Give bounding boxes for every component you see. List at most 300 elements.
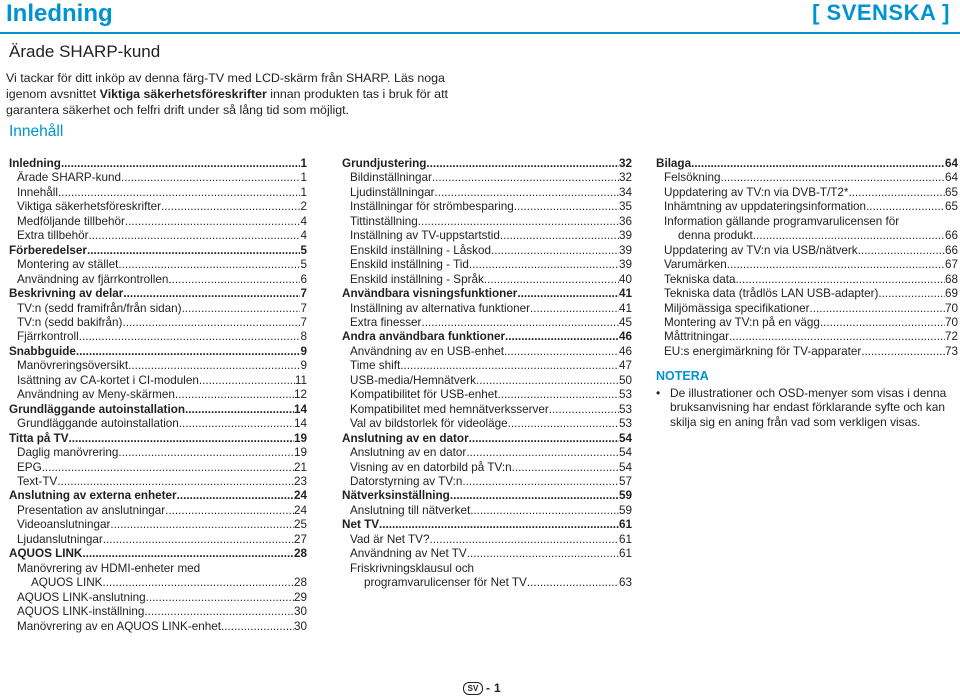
toc-entry[interactable] <box>9 388 307 402</box>
toc-entry[interactable] <box>342 258 632 272</box>
toc-leader-dots <box>79 330 301 344</box>
intro-paragraph <box>6 70 476 119</box>
toc-entry[interactable] <box>342 547 632 561</box>
footer-separator: - <box>486 681 490 695</box>
toc-entry-title: Net TV <box>342 518 380 532</box>
toc-entry[interactable] <box>9 200 307 214</box>
toc-entry[interactable] <box>342 244 632 258</box>
toc-entry-title: Montering av TV:n på en vägg <box>664 315 820 329</box>
toc-leader-dots <box>165 504 294 518</box>
toc-leader-dots <box>514 200 619 214</box>
toc-entry-title: Time shift <box>350 359 401 373</box>
toc-entry-title: Text-TV <box>17 474 58 488</box>
toc-leader-dots <box>721 171 945 185</box>
toc-page-number: 50 <box>618 373 632 387</box>
toc-entry[interactable] <box>342 273 632 287</box>
page-title: Inledning <box>6 0 113 27</box>
toc-leader-dots <box>497 388 619 402</box>
bullet-icon: • <box>656 385 661 400</box>
toc-entry-title: Anslutning av externa enheter <box>9 489 177 503</box>
toc-page-number: 7 <box>300 287 307 301</box>
toc-leader-dots <box>121 171 301 185</box>
toc-entry[interactable] <box>9 273 307 287</box>
toc-leader-dots <box>421 316 619 330</box>
toc-entry-title: Val av bildstorlek för videoläge <box>350 417 508 431</box>
toc-entry-title: Grundjustering <box>342 157 427 170</box>
toc-entry[interactable]: Manövrering av HDMI-enheter med <box>17 561 201 575</box>
toc-page-number: 32 <box>618 171 632 185</box>
toc-leader-dots <box>469 432 619 446</box>
toc-leader-dots <box>146 591 294 605</box>
toc-leader-dots <box>61 157 301 171</box>
toc-page-number: 57 <box>618 474 632 488</box>
toc-entry-title: Förberedelser <box>9 243 87 257</box>
toc-leader-dots <box>429 533 619 547</box>
toc-leader-dots <box>527 576 619 590</box>
toc-leader-dots <box>505 330 619 344</box>
toc-page-number: 11 <box>294 373 307 387</box>
toc-section[interactable] <box>342 330 632 344</box>
toc-page-number: 54 <box>618 460 632 474</box>
toc-entry[interactable] <box>9 518 307 532</box>
toc-entry[interactable] <box>342 186 632 200</box>
toc-section[interactable] <box>9 432 307 446</box>
toc-page-number: 6 <box>300 272 307 286</box>
toc-page-number: 7 <box>300 315 307 329</box>
toc-section[interactable] <box>9 287 307 301</box>
toc-page-number: 29 <box>293 590 307 604</box>
contents-heading: Innehåll <box>9 123 64 140</box>
toc-entry-title: Grundläggande autoinstallation <box>17 417 179 431</box>
toc-section[interactable] <box>9 489 307 503</box>
toc-page-number: 36 <box>618 214 632 228</box>
toc-entry[interactable] <box>9 533 307 547</box>
toc-page-number: 61 <box>618 532 632 546</box>
toc-page-number: 70 <box>944 315 958 329</box>
toc-page-number: 41 <box>618 287 632 301</box>
toc-entry-title: Presentation av anslutningar <box>17 503 166 517</box>
toc-entry[interactable] <box>9 258 307 272</box>
toc-leader-dots <box>530 302 619 316</box>
toc-leader-dots <box>58 186 301 200</box>
toc-entry-title: Uppdatering av TV:n via DVB-T/T2* <box>664 185 849 199</box>
toc-entry-title: Enskild inställning - Tid <box>350 258 469 272</box>
intro-text-bold: Viktiga säkerhetsföreskrifter <box>99 87 267 102</box>
toc-entry[interactable] <box>656 200 958 214</box>
toc-page-number: 28 <box>293 547 307 561</box>
toc-entry-title: Uppdatering av TV:n via USB/nätverk <box>664 243 858 257</box>
toc-entry[interactable] <box>9 374 307 388</box>
toc-page-number: 24 <box>293 503 307 517</box>
toc-section[interactable] <box>9 244 307 258</box>
toc-leader-dots <box>878 287 945 301</box>
toc-column-2 <box>342 157 632 591</box>
toc-page-number: 45 <box>618 315 632 329</box>
toc-entry-title: Inledning <box>9 157 61 170</box>
toc-page-number: 68 <box>944 272 958 286</box>
toc-entry-title: Manövrering av en AQUOS LINK-enhet <box>17 619 221 633</box>
toc-entry[interactable] <box>9 171 307 185</box>
toc-entry-title: Användning av Meny-skärmen <box>17 388 175 402</box>
toc-leader-dots <box>102 576 294 590</box>
toc-page-number: 5 <box>300 243 307 257</box>
toc-leader-dots <box>82 547 294 561</box>
toc-page-number: 27 <box>293 532 307 546</box>
toc-section[interactable] <box>9 345 307 359</box>
toc-leader-dots <box>379 518 619 532</box>
toc-leader-dots <box>168 273 300 287</box>
toc-leader-dots <box>400 359 619 373</box>
toc-page-number: 46 <box>618 344 632 358</box>
toc-entry-title: Ljudinställningar <box>350 185 435 199</box>
page-number: 1 <box>494 681 501 695</box>
toc-page-number: 69 <box>944 287 958 301</box>
toc-entry-title: Vad är Net TV? <box>350 532 430 546</box>
toc-entry[interactable] <box>9 229 307 243</box>
language-label: [ SVENSKA ] <box>812 0 950 25</box>
toc-page-number: 14 <box>293 402 307 416</box>
toc-entry-title: AQUOS LINK-inställning <box>17 605 145 619</box>
toc-entry[interactable] <box>342 388 632 402</box>
toc-entry-title: Användning av en USB-enhet <box>350 344 504 358</box>
toc-leader-dots <box>87 244 301 258</box>
toc-leader-dots <box>57 475 294 489</box>
toc-page-number: 54 <box>618 446 632 460</box>
toc-entry-title: Användning av Net TV <box>350 547 467 561</box>
toc-section[interactable] <box>9 157 307 171</box>
toc-section[interactable] <box>656 157 958 171</box>
toc-entry-title: Tittinställning <box>350 214 418 228</box>
toc-column-1 <box>9 157 307 634</box>
toc-leader-dots <box>76 345 301 359</box>
toc-entry-title: Miljömässiga specifikationer <box>664 301 810 315</box>
toc-leader-dots <box>484 273 619 287</box>
toc-entry[interactable] <box>656 171 958 185</box>
header-bar <box>0 0 960 34</box>
toc-entry[interactable] <box>656 345 958 359</box>
toc-leader-dots <box>753 229 945 243</box>
toc-leader-dots <box>470 504 619 518</box>
toc-entry[interactable] <box>9 475 307 489</box>
toc-page-number: 66 <box>944 229 958 243</box>
toc-page-number: 19 <box>293 446 307 460</box>
toc-leader-dots <box>118 446 294 460</box>
toc-page-number: 24 <box>293 489 307 503</box>
toc-section[interactable] <box>342 287 632 301</box>
toc-entry-title: AQUOS LINK-anslutning <box>17 590 146 604</box>
toc-entry[interactable] <box>9 302 307 316</box>
toc-entry-title: AQUOS LINK <box>9 547 83 561</box>
toc-entry-title: Nätverksinställning <box>342 489 450 503</box>
toc-page-number: 47 <box>618 359 632 373</box>
toc-page-number: 4 <box>300 229 307 243</box>
toc-page-number: 46 <box>618 330 632 344</box>
toc-column-3-entries <box>656 157 958 359</box>
toc-page-number: 2 <box>300 200 307 214</box>
toc-leader-dots <box>125 215 301 229</box>
toc-entry[interactable] <box>342 475 632 489</box>
toc-page-number: 53 <box>618 402 632 416</box>
toc-entry[interactable] <box>342 316 632 330</box>
toc-entry-title: Datorstyrning av TV:n <box>350 474 463 488</box>
toc-page-number: 65 <box>944 185 958 199</box>
toc-page-number: 59 <box>618 503 632 517</box>
toc-entry[interactable]: Friskrivningsklausul och <box>350 561 475 575</box>
toc-page-number: 19 <box>293 431 307 445</box>
toc-page-number: 53 <box>618 388 632 402</box>
toc-entry-title: Kompatibilitet för USB-enhet <box>350 388 498 402</box>
toc-page-number: 40 <box>618 272 632 286</box>
toc-page-number: 72 <box>944 330 958 344</box>
toc-entry[interactable] <box>9 576 307 590</box>
toc-entry-title: Daglig manövrering <box>17 446 119 460</box>
toc-entry[interactable] <box>9 605 307 619</box>
toc-page-number: 66 <box>944 243 958 257</box>
toc-entry[interactable] <box>342 359 632 373</box>
toc-page-number: 39 <box>618 258 632 272</box>
toc-leader-dots <box>434 186 619 200</box>
toc-entry[interactable] <box>342 345 632 359</box>
toc-column-3 <box>656 157 958 430</box>
toc-section[interactable] <box>342 489 632 503</box>
toc-entry[interactable] <box>342 576 632 590</box>
toc-page-number: 8 <box>300 330 307 344</box>
toc-entry[interactable] <box>9 504 307 518</box>
toc-leader-dots <box>462 475 619 489</box>
toc-page-number: 1 <box>300 171 307 185</box>
toc-leader-dots <box>466 446 619 460</box>
header-rule <box>0 32 960 34</box>
toc-entry[interactable] <box>9 186 307 200</box>
toc-entry-title: Snabbguide <box>9 344 76 358</box>
toc-leader-dots <box>144 605 294 619</box>
toc-entry-title: Inhämtning av uppdateringsinformation <box>664 200 867 214</box>
toc-page-number: 1 <box>300 157 307 170</box>
toc-leader-dots <box>467 547 619 561</box>
toc-leader-dots <box>450 489 619 503</box>
toc-entry[interactable] <box>656 302 958 316</box>
toc-page-number: 54 <box>618 431 632 445</box>
toc-page-number: 61 <box>618 547 632 561</box>
toc-page-number: 30 <box>293 619 307 633</box>
toc-entry-title: Enskild inställning - Låskod <box>350 243 491 257</box>
toc-entry[interactable] <box>656 186 958 200</box>
toc-entry[interactable] <box>9 417 307 431</box>
toc-entry-title: EU:s energimärkning för TV-apparater <box>664 344 862 358</box>
toc-entry-title: Enskild inställning - Språk <box>350 272 484 286</box>
toc-entry-title: Kompatibilitet med hemnätverksserver <box>350 402 549 416</box>
toc-leader-dots <box>182 302 301 316</box>
toc-entry[interactable] <box>342 504 632 518</box>
toc-leader-dots <box>432 171 619 185</box>
toc-page-number: 39 <box>618 243 632 257</box>
toc-entry-title: Måttritningar <box>664 330 729 344</box>
toc-entry-title: Medföljande tillbehör <box>17 214 125 228</box>
toc-leader-dots <box>469 258 619 272</box>
toc-entry[interactable] <box>656 273 958 287</box>
toc-entry[interactable] <box>342 200 632 214</box>
toc-entry-title: Beskrivning av delar <box>9 287 124 301</box>
intro-text-before: Vi tackar för ditt inköp av denna färg-TV med LCD-skärm från SHARP. Läs noga igenom avsnittet <box>6 71 445 102</box>
toc-entry[interactable] <box>656 330 958 344</box>
toc-entry-title: USB-media/Hemnätverk <box>350 373 477 387</box>
toc-leader-dots <box>123 287 300 301</box>
toc-section[interactable] <box>9 403 307 417</box>
toc-entry-title: EPG <box>17 460 42 474</box>
toc-page-number: 73 <box>944 344 958 358</box>
toc-leader-dots <box>504 345 619 359</box>
toc-section[interactable] <box>9 547 307 561</box>
toc-entry[interactable] <box>342 302 632 316</box>
toc-entry[interactable] <box>342 446 632 460</box>
toc-entry[interactable] <box>656 244 958 258</box>
toc-entry-title: Isättning av CA-kortet i CI-modulen <box>17 373 199 387</box>
toc-leader-dots <box>517 287 619 301</box>
toc-section[interactable] <box>342 157 632 171</box>
toc-page-number: 39 <box>618 229 632 243</box>
toc-leader-dots <box>185 403 294 417</box>
toc-entry-title: Titta på TV <box>9 431 69 445</box>
toc-entry[interactable] <box>656 316 958 330</box>
toc-entry-title: Ärade SHARP-kund <box>17 171 121 185</box>
toc-entry-title: Tekniska data (trådlös LAN USB-adapter) <box>664 287 879 301</box>
toc-entry[interactable]: Information gällande programvarulicensen för <box>664 214 900 228</box>
toc-page-number: 41 <box>618 301 632 315</box>
toc-entry-title: Varumärken <box>664 258 727 272</box>
toc-entry-title: Felsökning <box>664 171 721 185</box>
toc-page-number: 34 <box>618 185 632 199</box>
toc-leader-dots <box>691 157 945 171</box>
toc-page-number: 21 <box>293 460 307 474</box>
toc-entry-title: Inställning av TV-uppstartstid <box>350 229 500 243</box>
toc-leader-dots <box>110 518 294 532</box>
toc-entry-title: Tekniska data <box>664 272 736 286</box>
toc-leader-dots <box>508 417 619 431</box>
toc-leader-dots <box>69 432 294 446</box>
toc-entry[interactable] <box>656 258 958 272</box>
toc-page-number: 64 <box>944 171 958 185</box>
toc-entry[interactable] <box>9 446 307 460</box>
toc-leader-dots <box>42 461 294 475</box>
toc-leader-dots <box>175 388 294 402</box>
toc-page-number: 9 <box>300 344 307 358</box>
toc-entry-title: Visning av en datorbild på TV:n <box>350 460 512 474</box>
toc-leader-dots <box>512 461 619 475</box>
toc-entry[interactable] <box>9 215 307 229</box>
toc-page-number: 70 <box>944 301 958 315</box>
toc-entry[interactable] <box>9 330 307 344</box>
toc-page-number: 23 <box>293 474 307 488</box>
note-heading: NOTERA <box>656 369 709 384</box>
toc-leader-dots <box>810 302 945 316</box>
toc-page-number: 53 <box>618 417 632 431</box>
toc-page-number: 59 <box>618 489 632 503</box>
toc-leader-dots <box>426 157 619 171</box>
toc-entry-title: Videoanslutningar <box>17 518 111 532</box>
toc-entry[interactable] <box>9 359 307 373</box>
toc-leader-dots <box>861 345 945 359</box>
toc-page-number: 7 <box>300 301 307 315</box>
toc-leader-dots <box>729 330 945 344</box>
toc-entry[interactable] <box>342 417 632 431</box>
toc-entry-title: Innehåll <box>17 185 58 199</box>
toc-page-number: 35 <box>618 200 632 214</box>
toc-leader-dots <box>179 417 294 431</box>
toc-entry-title: Manövreringsöversikt <box>17 359 129 373</box>
toc-entry[interactable] <box>656 287 958 301</box>
toc-entry[interactable] <box>9 461 307 475</box>
toc-entry[interactable] <box>9 591 307 605</box>
toc-section[interactable] <box>342 518 632 532</box>
toc-entry-title: AQUOS LINK <box>31 576 103 590</box>
note-text: De illustrationer och OSD-menyer som visas i denna bruksanvisning har endast förklarande syfte och kan skilja sig en aning från vad som verkligen visas. <box>670 385 947 429</box>
toc-leader-dots <box>476 374 619 388</box>
toc-entry-title: Andra användbara funktioner <box>342 330 506 344</box>
toc-page-number: 9 <box>300 359 307 373</box>
toc-entry-title: Viktiga säkerhetsföreskrifter <box>17 200 161 214</box>
toc-entry[interactable] <box>342 171 632 185</box>
toc-entry[interactable] <box>342 403 632 417</box>
toc-entry-title: Anslutning av en dator <box>342 431 469 445</box>
toc-leader-dots <box>858 244 945 258</box>
intro-text-after: innan produkten tas i bruk för att garantera säkerhet och felfri drift under så lång tid som möjligt. <box>6 87 448 118</box>
toc-leader-dots <box>161 200 300 214</box>
toc-entry-title: programvarulicenser för Net TV <box>364 576 527 590</box>
toc-leader-dots <box>491 244 619 258</box>
toc-leader-dots <box>103 533 294 547</box>
toc-entry[interactable] <box>342 374 632 388</box>
toc-entry[interactable] <box>9 620 307 634</box>
toc-entry[interactable] <box>9 316 307 330</box>
page-footer <box>463 681 501 695</box>
toc-page-number: 32 <box>618 157 632 170</box>
toc-entry[interactable] <box>342 215 632 229</box>
toc-page-number: 25 <box>293 518 307 532</box>
toc-page-number: 12 <box>293 388 307 402</box>
toc-leader-dots <box>221 620 294 634</box>
toc-leader-dots <box>199 374 295 388</box>
toc-entry-title: Grundläggande autoinstallation <box>9 402 185 416</box>
toc-page-number: 4 <box>300 214 307 228</box>
toc-leader-dots <box>866 200 945 214</box>
toc-entry-title: Montering av stället <box>17 258 119 272</box>
toc-page-number: 28 <box>293 576 307 590</box>
toc-entry[interactable] <box>342 533 632 547</box>
toc-entry[interactable] <box>342 229 632 243</box>
toc-entry-title: Anslutning av en dator <box>350 446 467 460</box>
language-badge-icon: SV <box>463 682 483 695</box>
toc-leader-dots <box>118 258 300 272</box>
toc-entry-title: Bildinställningar <box>350 171 432 185</box>
toc-entry[interactable] <box>656 229 958 243</box>
toc-entry-title: Användbara visningsfunktioner <box>342 287 518 301</box>
toc-entry-title: Inställningar för strömbesparing <box>350 200 514 214</box>
toc-entry-title: TV:n (sedd bakifrån) <box>17 315 123 329</box>
toc-leader-dots <box>500 229 619 243</box>
toc-section[interactable] <box>342 432 632 446</box>
toc-entry-title: TV:n (sedd framifrån/från sidan) <box>17 301 182 315</box>
toc-leader-dots <box>727 258 945 272</box>
toc-leader-dots <box>177 489 294 503</box>
toc-entry[interactable] <box>342 461 632 475</box>
toc-entry-title: Ljudanslutningar <box>17 532 103 546</box>
toc-page-number: 65 <box>944 200 958 214</box>
toc-entry-title: Extra finesser <box>350 315 422 329</box>
toc-entry-title: denna produkt <box>678 229 753 243</box>
toc-page-number: 5 <box>300 258 307 272</box>
toc-page-number: 14 <box>293 417 307 431</box>
toc-page-number: 30 <box>293 605 307 619</box>
